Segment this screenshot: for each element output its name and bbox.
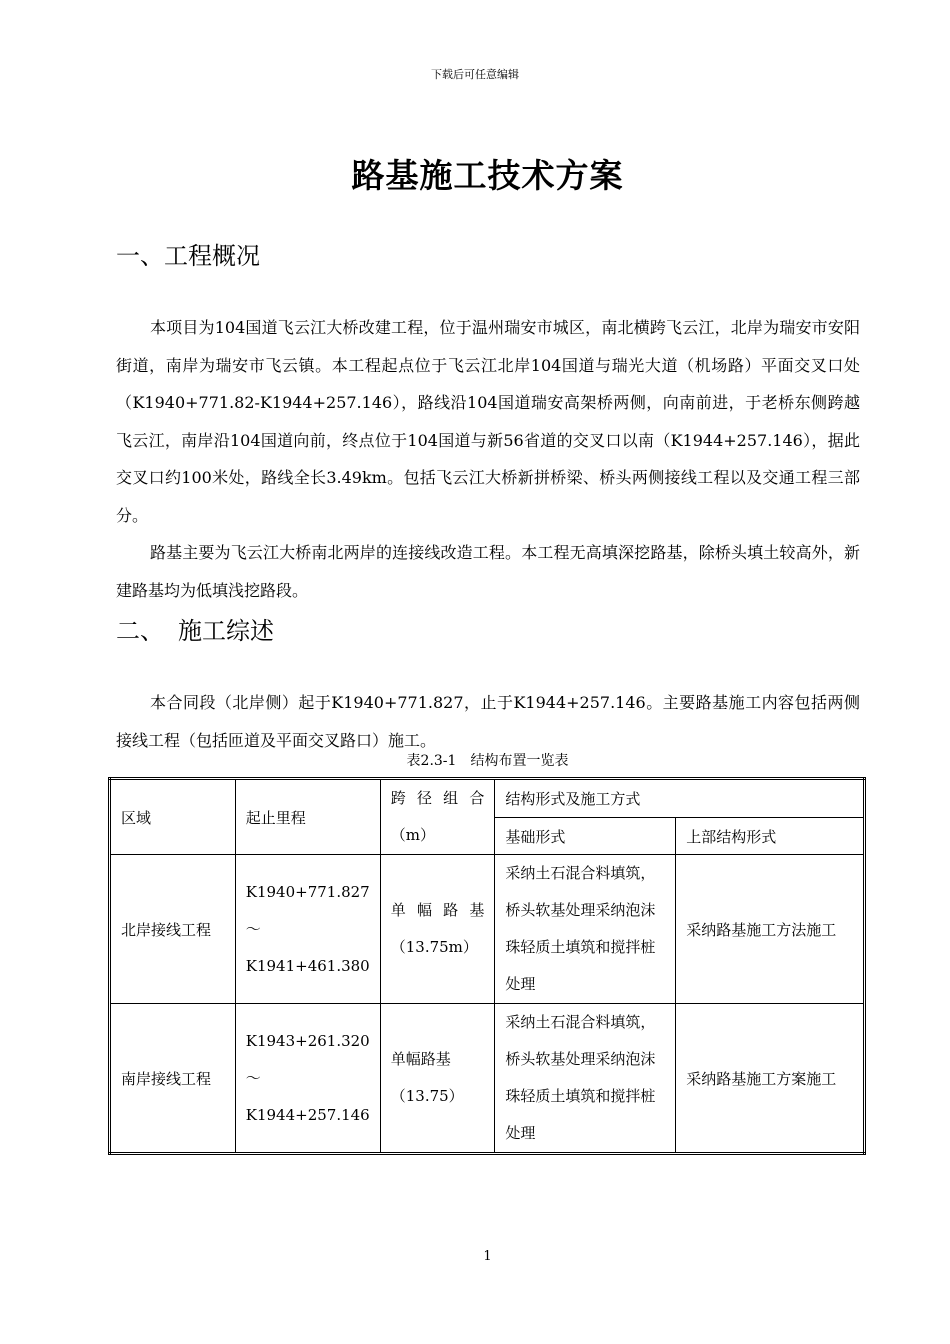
page-number: 1 <box>483 1249 492 1264</box>
section-heading-construction <box>116 611 274 646</box>
mileage-end: K1944+257.146 <box>245 1105 370 1124</box>
header-span-unit: （m） <box>390 826 435 844</box>
paragraph-contract-scope: 本合同段（北岸侧）起于K1940+771.827，止于K1944+257.146。主要路基施工内容包括两侧接线工程（包括匝道及平面交叉路口）施工。 <box>116 693 860 750</box>
span-width: （13.75m） <box>390 938 478 956</box>
header-foundation: 基础形式 <box>495 818 676 855</box>
table-header-row <box>110 779 865 818</box>
mileage-separator: ～ <box>245 919 261 938</box>
span-label: 单幅路基 <box>390 1050 451 1068</box>
mileage-separator: ～ <box>245 1068 261 1087</box>
paragraph-project-overview: 本项目为104国道飞云江大桥改建工程，位于温州瑞安市城区，南北横跨飞云江，北岸为瑞安市安阳街道，南岸为瑞安市飞云镇。本工程起点位于飞云江北岸104国道与瑞光大道（机场路）平面交叉口处（K1940+771.82-K1944+257.146），路线沿104国道瑞安高架桥两侧，向南前进，于老桥东侧跨越飞云江，南岸沿104国道向前，终点位于104国道与新56省道的交叉口以南（K1944+257.146），据此交叉口约100米处，路线全长3.49km。包括飞云江大桥新拼桥梁、桥头两侧接线工程以及交通工程三部分。 <box>116 318 860 525</box>
table-caption: 表2.3-1 结构布置一览表 <box>406 753 569 769</box>
document-title: 路基施工技术方案 <box>351 156 624 195</box>
span-label: 单幅路基 <box>390 901 485 919</box>
section-number: 二、 <box>116 617 164 645</box>
mileage-end: K1941+461.380 <box>245 956 370 975</box>
cell-mileage <box>235 855 380 1004</box>
section-heading-text: 施工综述 <box>178 617 274 645</box>
section-number: 一、 <box>116 242 164 270</box>
cell-foundation: 采纳土石混合料填筑，桥头软基处理采纳泡沫珠轻质土填筑和搅拌桩处理 <box>495 855 676 1004</box>
header-superstructure: 上部结构形式 <box>676 818 865 855</box>
header-structure: 结构形式及施工方式 <box>495 779 865 818</box>
structure-table <box>108 777 866 1155</box>
cell-mileage <box>235 1004 380 1154</box>
cell-superstructure: 采纳路基施工方案施工 <box>676 1004 865 1154</box>
span-width: （13.75） <box>390 1087 464 1105</box>
cell-span <box>380 855 495 1004</box>
header-mileage: 起止里程 <box>235 779 380 855</box>
section-heading-overview <box>116 236 260 271</box>
table-row <box>110 1004 865 1154</box>
paragraph-subgrade-summary: 路基主要为飞云江大桥南北两岸的连接线改造工程。本工程无高填深挖路基，除桥头填土较高外，新建路基均为低填浅挖路段。 <box>116 543 860 600</box>
header-span <box>380 779 495 855</box>
cell-span <box>380 1004 495 1154</box>
cell-region: 南岸接线工程 <box>110 1004 236 1154</box>
table-row <box>110 855 865 1004</box>
header-span-label: 跨径组合 <box>390 789 485 807</box>
cell-region: 北岸接线工程 <box>110 855 236 1004</box>
mileage-start: K1943+261.320 <box>245 1031 370 1050</box>
cell-foundation: 采纳土石混合料填筑，桥头软基处理采纳泡沫珠轻质土填筑和搅拌桩处理 <box>495 1004 676 1154</box>
cell-superstructure: 采纳路基施工方法施工 <box>676 855 865 1004</box>
header-note: 下载后可任意编辑 <box>431 68 519 81</box>
section-heading-text: 工程概况 <box>164 242 260 270</box>
mileage-start: K1940+771.827 <box>245 882 370 901</box>
header-region: 区域 <box>110 779 236 855</box>
